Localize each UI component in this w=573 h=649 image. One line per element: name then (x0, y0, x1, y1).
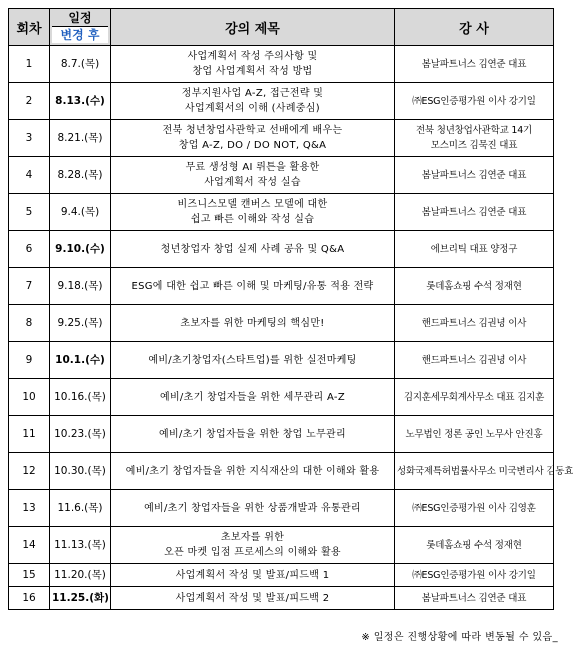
row-instructor (395, 231, 554, 268)
row-instructor (395, 490, 554, 527)
lecture-title-line: 창업 A-Z, DO / DO NOT, Q&A (178, 140, 327, 151)
row-date: 11.25.(화) (50, 587, 111, 610)
table-row (9, 416, 554, 453)
row-instructor (395, 46, 554, 83)
row-number: 13 (9, 490, 50, 527)
row-lecture-title (111, 120, 395, 157)
row-date: 11.13.(목) (50, 527, 111, 564)
header-schedule-changed-label: 변경 후 (52, 26, 108, 43)
row-lecture-title (111, 157, 395, 194)
row-instructor (395, 416, 554, 453)
row-lecture-title (111, 453, 395, 490)
row-date: 9.4.(목) (50, 194, 111, 231)
instructor-line: 봄날파트너스 김연준 대표 (421, 206, 527, 218)
instructor-line: 롯데홈쇼핑 수석 정재현 (426, 539, 522, 551)
row-instructor (395, 157, 554, 194)
instructor-line: ㈜ESG인증평가원 이사 강기일 (412, 95, 536, 107)
row-lecture-title (111, 194, 395, 231)
header-schedule (50, 9, 111, 46)
instructor-line: ㈜ESG인증평가원 이사 김영훈 (412, 502, 536, 514)
row-instructor (395, 305, 554, 342)
instructor-line: ㈜ESG인증평가원 이사 강기일 (412, 569, 536, 581)
lecture-title-line: 예비/초기창업자(스타트업)를 위한 실전마케팅 (148, 354, 357, 366)
lecture-title-line: 쉽고 빠른 이해와 작성 실습 (190, 214, 315, 225)
header-row (9, 9, 554, 46)
header-instructor: 강 사 (395, 9, 554, 46)
row-lecture-title (111, 268, 395, 305)
table-body (9, 46, 573, 610)
row-instructor (395, 268, 554, 305)
lecture-title-line: 초보자를 위한 마케팅의 핵심만! (180, 317, 325, 329)
row-date: 9.25.(목) (50, 305, 111, 342)
instructor-line: 성화국제특허법률사무소 미국변리사 김동효 (397, 465, 573, 477)
row-date: 8.21.(목) (50, 120, 111, 157)
row-number: 14 (9, 527, 50, 564)
table-row (9, 453, 554, 490)
row-date: 10.16.(목) (50, 379, 111, 416)
header-title: 강의 제목 (111, 9, 395, 46)
instructor-line: 핸드파트너스 김권녕 이사 (421, 354, 527, 366)
table-row (9, 268, 554, 305)
lecture-title-line: 예비/초기 창업자들을 위한 지식재산의 대한 이해와 활용 (125, 465, 380, 477)
header-schedule-label: 일정 (68, 11, 92, 25)
instructor-line: 노무법인 정론 공인 노무사 안진홍 (405, 428, 543, 440)
row-lecture-title (111, 416, 395, 453)
instructor-line: 롯데홈쇼핑 수석 정재현 (426, 280, 522, 292)
row-date: 9.10.(수) (50, 231, 111, 268)
instructor-line: 에브리틱 대표 양정구 (430, 243, 518, 255)
row-number: 2 (9, 83, 50, 120)
table-row (9, 194, 554, 231)
table-row (9, 83, 554, 120)
row-date: 10.30.(목) (50, 453, 111, 490)
lecture-title-line: 사업계획서 작성 주의사항 및 (187, 51, 318, 62)
lecture-title-line: 예비/초기 창업자들을 위한 상품개발과 유통관리 (144, 502, 361, 514)
table-row (9, 305, 554, 342)
table-row (9, 379, 554, 416)
header-round: 회차 (9, 9, 50, 46)
table-row (9, 157, 554, 194)
lecture-title-line: 무료 생성형 AI 뤼튼을 활용한 (185, 162, 320, 173)
lecture-title-line: 정부지원사업 A-Z, 접근전략 및 (181, 88, 324, 99)
row-number: 10 (9, 379, 50, 416)
lecture-title-line: 사업계획서의 이해 (사례중심) (185, 103, 320, 114)
instructor-line: 봄날파트너스 김연준 대표 (421, 592, 527, 604)
row-number: 6 (9, 231, 50, 268)
row-number: 4 (9, 157, 50, 194)
row-number: 7 (9, 268, 50, 305)
instructor-line: 김지훈세무회계사무소 대표 김지훈 (403, 391, 545, 403)
row-lecture-title (111, 527, 395, 564)
instructor-line: 봄날파트너스 김연준 대표 (421, 169, 527, 181)
row-date: 10.1.(수) (50, 342, 111, 379)
row-number: 15 (9, 564, 50, 587)
table-row (9, 342, 554, 379)
lecture-title-line: 전북 청년창업사관학교 선배에게 배우는 (162, 125, 343, 136)
row-instructor (395, 527, 554, 564)
row-instructor (395, 120, 554, 157)
row-instructor (395, 83, 554, 120)
row-number: 8 (9, 305, 50, 342)
row-number: 5 (9, 194, 50, 231)
schedule-sheet (8, 8, 573, 610)
table-header (9, 9, 554, 46)
row-number: 11 (9, 416, 50, 453)
lecture-title-line: 비즈니스모델 캔버스 모델에 대한 (177, 199, 328, 210)
row-instructor (395, 194, 554, 231)
row-instructor (395, 453, 573, 490)
row-number: 3 (9, 120, 50, 157)
row-number: 16 (9, 587, 50, 610)
row-instructor (395, 379, 554, 416)
row-lecture-title (111, 587, 395, 610)
instructor-line: 전북 청년창업사관학교 14기 (415, 125, 533, 136)
instructor-line: 핸드파트너스 김권녕 이사 (421, 317, 527, 329)
row-instructor (395, 342, 554, 379)
row-instructor (395, 587, 554, 610)
lecture-title-line: 사업계획서 작성 및 발표/피드백 2 (175, 592, 330, 604)
table-row (9, 527, 554, 564)
row-lecture-title (111, 83, 395, 120)
row-number: 9 (9, 342, 50, 379)
row-lecture-title (111, 305, 395, 342)
lecture-title-line: 예비/초기 창업자들을 위한 세무관리 A-Z (160, 391, 345, 403)
lecture-title-line: 예비/초기 창업자들을 위한 창업 노무관리 (159, 428, 346, 440)
lecture-title-line: 오픈 마켓 입점 프로세스의 이해와 활용 (164, 547, 341, 558)
row-lecture-title (111, 46, 395, 83)
table-row (9, 231, 554, 268)
row-date: 8.13.(수) (50, 83, 111, 120)
row-lecture-title (111, 564, 395, 587)
row-number: 1 (9, 46, 50, 83)
table-row (9, 564, 554, 587)
lecture-title-line: 사업계획서 작성 및 발표/피드백 1 (175, 569, 330, 581)
row-date: 8.28.(목) (50, 157, 111, 194)
row-number: 12 (9, 453, 50, 490)
schedule-footnote: ※ 일정은 진행상황에 따라 변동될 수 있음_ (361, 632, 558, 643)
instructor-line: 봄날파트너스 김연준 대표 (421, 58, 527, 70)
row-lecture-title (111, 490, 395, 527)
lecture-title-line: 사업계획서 작성 실습 (204, 177, 301, 188)
row-date: 10.23.(목) (50, 416, 111, 453)
row-date: 11.20.(목) (50, 564, 111, 587)
table-row (9, 587, 554, 610)
row-lecture-title (111, 379, 395, 416)
row-date: 9.18.(목) (50, 268, 111, 305)
row-lecture-title (111, 342, 395, 379)
instructor-line: 모스미즈 김묵진 대표 (430, 140, 518, 151)
table-row (9, 46, 554, 83)
row-date: 8.7.(목) (50, 46, 111, 83)
row-instructor (395, 564, 554, 587)
lecture-schedule-table (8, 8, 573, 610)
lecture-title-line: 초보자를 위한 (220, 532, 285, 543)
lecture-title-line: 창업 사업계획서 작성 방법 (192, 66, 313, 77)
row-lecture-title (111, 231, 395, 268)
row-date: 11.6.(목) (50, 490, 111, 527)
table-row (9, 490, 554, 527)
lecture-title-line: 청년창업자 창업 실제 사례 공유 및 Q&A (160, 243, 345, 255)
table-row (9, 120, 554, 157)
lecture-title-line: ESG에 대한 쉽고 빠른 이해 및 마케팅/유통 적용 전략 (131, 280, 374, 292)
